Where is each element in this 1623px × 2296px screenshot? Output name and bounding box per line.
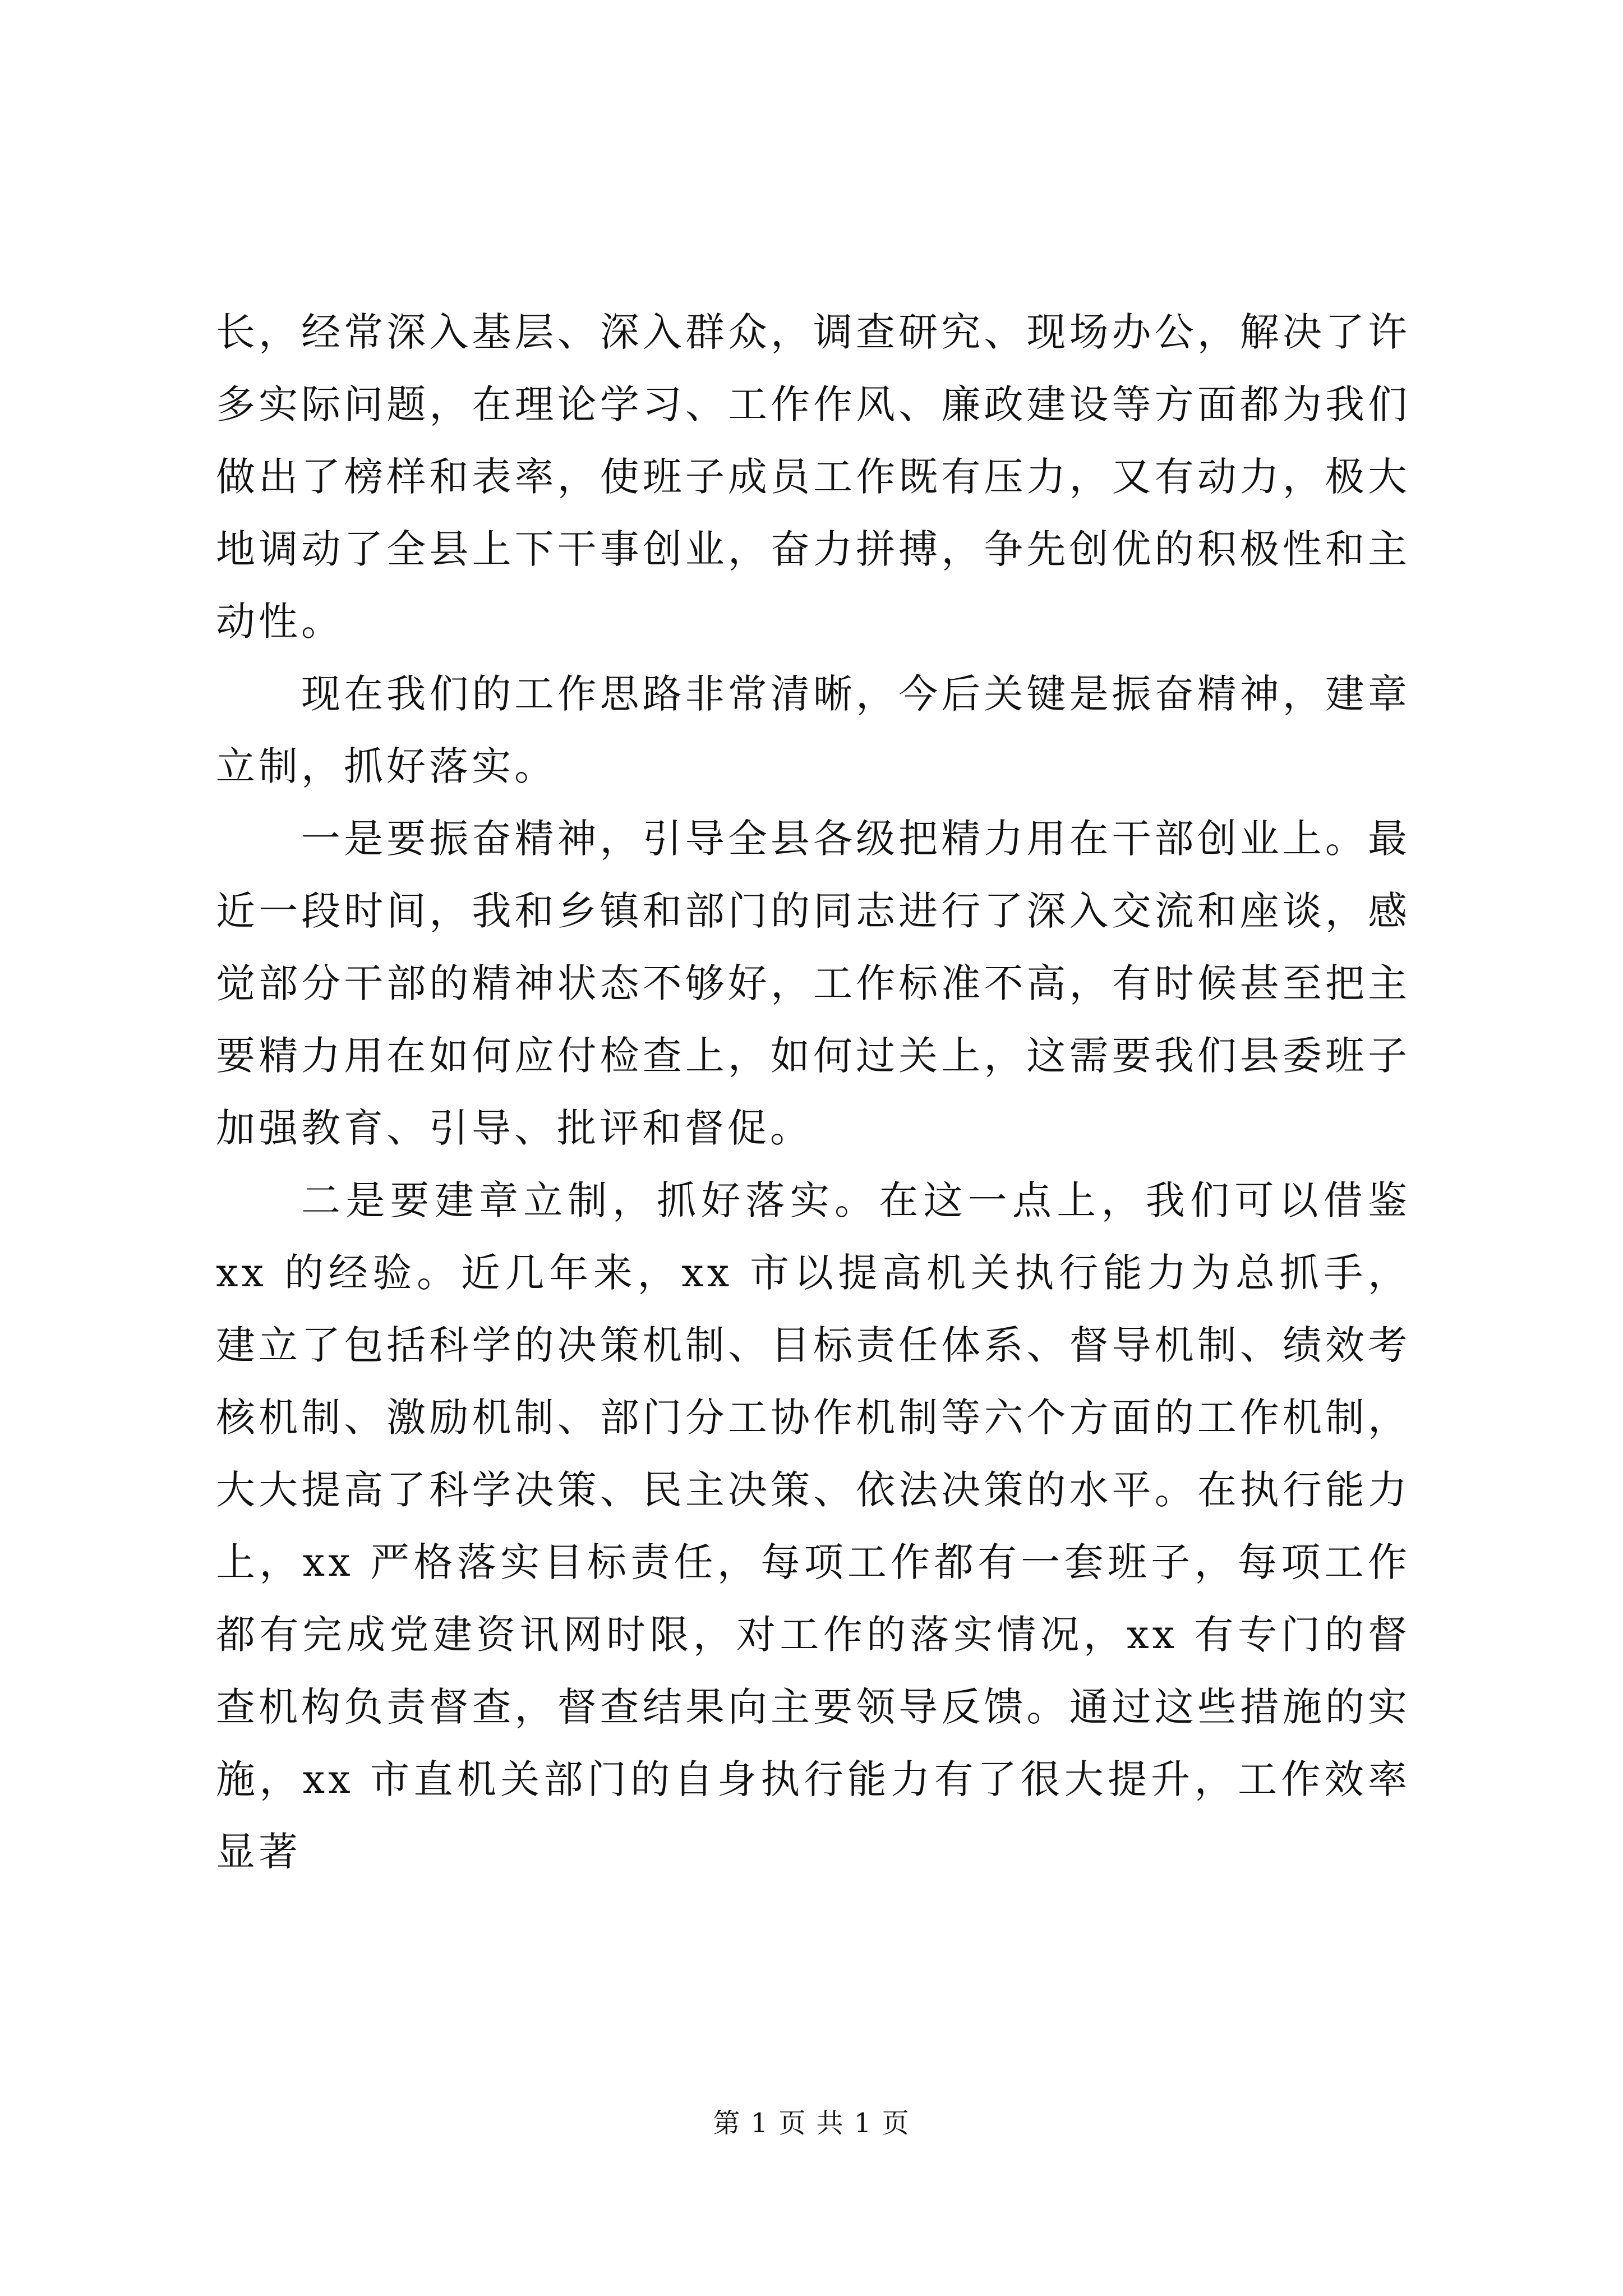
paragraph-point-one: 一是要振奋精神，引导全县各级把精力用在干部创业上。最近一段时间，我和乡镇和部门的同志进行了深入交流和座谈，感觉部分干部的精神状态不够好，工作标准不高，有时候甚至把主要精力用在如何应付检查上，如何过关上，这需要我们县委班子加强教育、引导、批评和督促。: [216, 816, 1410, 1151]
document-body: [216, 296, 1410, 1888]
paragraph-work-approach: 现在我们的工作思路非常清晰，今后关键是振奋精神，建章立制，抓好落实。: [216, 671, 1410, 789]
paragraph-point-two: 二是要建章立制，抓好落实。在这一点上，我们可以借鉴 xx 的经验。近几年来，xx 市以提高机关执行能力为总抓手，建立了包括科学的决策机制、目标责任体系、督导机制、绩效考核机制、激励机制、部门分工协作机制等六个方面的工作机制，大大提高了科学决策、民主决策、依法决策的水平。在执行能力上，xx 严格落实目标责任，每项工作都有一套班子，每项工作都有完成党建资讯网时限，对工作的落实情况，xx 有专门的督查机构负责督查，督查结果向主要领导反馈。通过这些措施的实施，xx 市直机关部门的自身执行能力有了很大提升，工作效率显著: [216, 1177, 1410, 1875]
page-number-footer: 第 1 页 共 1 页: [713, 2108, 910, 2139]
paragraph-continuation: 长，经常深入基层、深入群众，调查研究、现场办公，解决了许多实际问题，在理论学习、工作作风、廉政建设等方面都为我们做出了榜样和表率，使班子成员工作既有压力，又有动力，极大地调动了全县上下干事创业，奋力拼搏，争先创优的积极性和主动性。: [216, 309, 1410, 645]
